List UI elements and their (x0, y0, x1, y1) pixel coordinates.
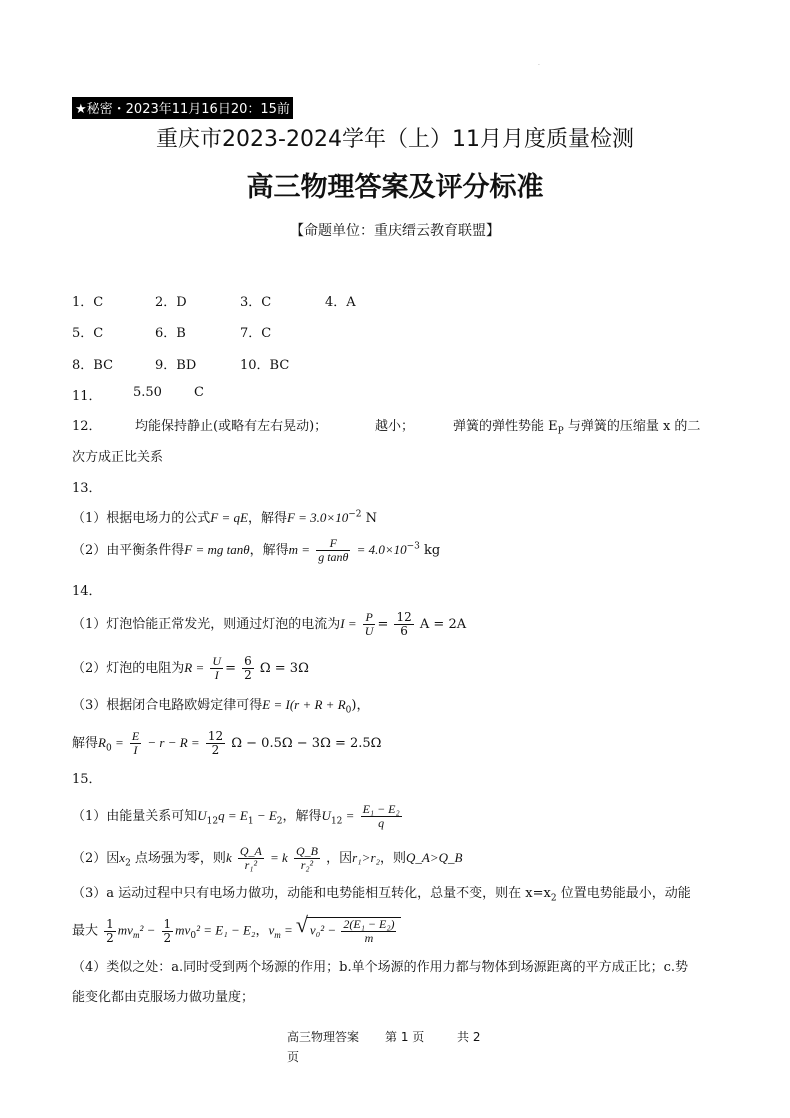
scan-dot: · (538, 62, 540, 69)
q15-part4-cont: 能变化都由克服场力做功量度； (72, 990, 255, 1005)
author-unit: 【命题单位：重庆缙云教育联盟】 (290, 223, 500, 239)
q15-part1: （1）由能量关系可知$U_{12}q = E_1 - E_2$，解得$U_{12}$ = $\frac{\text{E₁ − E₂}}{q}$ (72, 802, 400, 830)
answer-item: 8．BC (72, 358, 114, 373)
q14-part2: （2）灯泡的电阻为R = $\frac{U}{I}$ = $\frac{6}{2}$ Ω = 3Ω (72, 654, 309, 682)
answer-item: 1．C (72, 295, 104, 310)
q11-answer-2: C (194, 385, 204, 400)
q15-part4: （4）类似之处：a.同时受到两个场源的作用；b.单个场源的作用力都与物体到场源距离的平方成正比；c.势 (72, 960, 689, 975)
q14-part1: （1）灯泡恰能正常发光，则通过灯泡的电流为I = $\frac{P}{U}$ = $\frac{12}{6}$ A = 2A (72, 610, 467, 638)
q13-number: 13． (72, 481, 102, 496)
footer-doc-name: 高三物理答案 (287, 1030, 360, 1044)
answer-item: 5．C (72, 326, 104, 341)
footer-page-number: 第 1 页 (385, 1030, 425, 1044)
q13-part1: （1）根据电场力的公式F = qE，解得$F = 3.0\times 10^{-2}$ N (72, 509, 377, 526)
q15-part3-formula: 最大 $\frac{1}{2}$ $mv_m^2$ − $\frac{1}{2}$ $mv_0^2 = E_1 - E_2$，$v_m$ = √ v₀² − $\frac{\text{2(E₁ − E₂)}}{m}$ (72, 917, 401, 945)
answer-item: 10．BC (240, 358, 290, 373)
answer-item: 6．B (155, 326, 186, 341)
q14-solution: 解得$R_0$ = $\frac{E}{I}$ − r − R = $\frac{12}{2}$ Ω − 0.5Ω − 3Ω = 2.5Ω (72, 729, 382, 757)
footer-page-suffix: 页 (287, 1050, 300, 1064)
q12-answer-2: 越小； (375, 419, 415, 434)
answer-item: 2．D (155, 295, 187, 310)
q11-answer-1: 5.50 (133, 385, 162, 400)
q15-part2: （2）因$x_2$ 点场强为零，则k $\frac{Q\_A}{\text{r₁²}}$ = k $\frac{Q\_B}{\text{r₂²}}$ ，因r₁>r₂，则Q_A>Q_B (72, 844, 463, 872)
answer-item: 4．A (325, 295, 356, 310)
q15-part3: （3）a 运动过程中只有电场力做功，动能和电势能相互转化，总量不变，则在 $x=x_2$ 位置电势能最小，动能 (72, 886, 691, 904)
q14-part3: （3）根据闭合电路欧姆定律可得$E = I(r + R + R_0)$， (72, 697, 370, 716)
footer-total-pages: 共 2 (457, 1030, 481, 1044)
q12-answer-3: 弹簧的弹性势能 $E_P$ 与弹簧的压缩量 x 的二 (453, 419, 701, 437)
q12-answer-3-cont: 次方成正比关系 (72, 450, 164, 465)
exam-title: 重庆市2023-2024学年（上）11月月度质量检测 (156, 127, 634, 152)
answer-item: 7．C (240, 326, 272, 341)
q14-number: 14． (72, 584, 102, 599)
q12-answer-1: 均能保持静止(或略有左右晃动)； (135, 419, 328, 434)
q12-number: 12． (72, 419, 102, 434)
answer-item: 9．BD (155, 358, 197, 373)
q15-number: 15． (72, 772, 102, 787)
q13-part2: （2）由平衡条件得F = mg tanθ，解得m = $\frac{F}{\text{g tanθ}}$ = $4.0\times 10^{-3}$ kg (72, 536, 441, 564)
q11-number: 11． (72, 389, 102, 404)
answer-title: 高三物理答案及评分标准 (246, 172, 544, 203)
secret-label: ★秘密・2023年11月16日20：15前 (72, 97, 293, 119)
answer-item: 3．C (240, 295, 272, 310)
